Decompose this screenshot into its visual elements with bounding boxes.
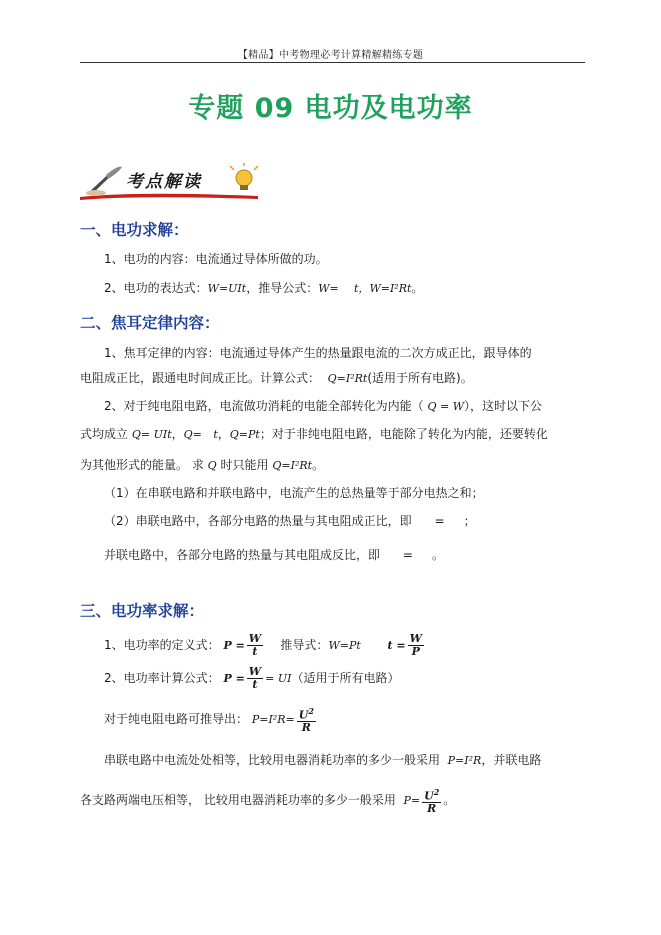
s3-l3-a: 对于纯电阻电路可推导出： (104, 712, 249, 726)
s2-p1-l2-a: 电阻成正比，跟通电时间成正比。计算公式： (80, 371, 321, 385)
page-header: 【精品】中考物理必考计算精解精练专题 (237, 50, 424, 61)
s3-l5-frac (422, 786, 441, 816)
s2-p2-l3-e: 。 (312, 458, 325, 472)
s2-p2-line2 (80, 425, 548, 444)
s2-p4-a: （2）串联电路中，各部分电路的热量与其电阻成正比，即 (104, 514, 412, 528)
s2-p2-l2-f: ， (217, 427, 230, 441)
s1-l2-d: W= (318, 282, 339, 295)
s2-p4 (104, 512, 476, 530)
s2-p2-l2-a: 式均成立 (80, 427, 129, 441)
s3-l1-a: 1、电功率的定义式： (104, 638, 220, 652)
s1-l2-a: 2、电功的表达式： (104, 281, 208, 295)
s2-p2-l3-c: 时只能用 (220, 458, 269, 472)
s2-p2-l3-d: Q=I²Rt (272, 459, 313, 472)
frac-num: W (409, 632, 422, 645)
header-divider (80, 62, 585, 63)
frac-den: R (301, 721, 311, 735)
s3-l1-d: W=Pt (328, 639, 361, 652)
s3-line5 (80, 785, 455, 816)
s2-p2-l1-a: 2、对于纯电阻电路，电流做功消耗的电能全部转化为内能（ (104, 399, 424, 413)
s3-l5-c: 。 (443, 793, 456, 807)
s2-p3: （1）在串联电路和并联电路中，电流产生的总热量等于部分电热之和； (104, 486, 484, 500)
s1-l2-g: 。 (411, 281, 424, 295)
s2-p2-line3 (80, 456, 324, 475)
frac-den: t (252, 645, 258, 658)
s2-p2-l2-d: Q= (183, 428, 202, 441)
s2-p1-line2 (80, 369, 473, 388)
s3-line2 (104, 663, 400, 694)
s2-p2-l2-c: ， (171, 427, 184, 441)
s3-l5-b: P= (403, 794, 421, 807)
frac-num: W (248, 632, 262, 645)
s2-p5-a: 并联电路中，各部分电路的热量与其电阻成反比，即 (104, 548, 381, 562)
s2-p2-l1-c: ），这时以下公 (464, 399, 543, 413)
frac-den: R (427, 802, 437, 816)
s2-p1-line1: 1、焦耳定律的内容：电流通过导体产生的热量跟电流的二次方成正比，跟导体的 (104, 346, 532, 360)
s3-l2-d: （适用于所有电路） (291, 671, 400, 685)
s3-l1-p: P = (223, 639, 245, 652)
s2-p2-line1 (104, 397, 542, 416)
banner-text: 考点解读 (126, 172, 202, 192)
s2-p2-l2-b: Q= UIt (131, 428, 172, 441)
section3-heading: 三、电功率求解： (80, 602, 205, 620)
s2-p1-l2-c: (适用于所有电路)。 (367, 371, 473, 385)
s3-l1-c: 推导式： (280, 638, 329, 652)
s3-l3-frac (297, 705, 316, 735)
page-title: 专题 09 电功及电功率 (188, 93, 473, 124)
section1-line2 (104, 279, 423, 298)
s2-p2-l2-h: ；对于非纯电阻电路，电能除了转化为内能，还要转化 (259, 427, 548, 441)
s2-p5 (104, 546, 444, 564)
s3-l1-e: t = (387, 639, 406, 652)
s3-line3 (104, 704, 318, 735)
s3-l3-b: P=I²R= (251, 713, 295, 726)
s2-p4-b: = (434, 514, 445, 528)
frac-num-sup: 2 (433, 786, 440, 797)
s2-p2-l3-b: Q (207, 459, 217, 472)
s3-l4-a: 串联电路中电流处处相等，比较用电器消耗功率的多少一般采用 (104, 753, 441, 767)
s1-l2-e: t， (354, 282, 370, 295)
frac-num (422, 786, 441, 804)
s2-p2-l1-b: Q = W (427, 400, 465, 413)
s3-l2-a: 2、电功率计算公式： (104, 671, 220, 685)
frac-num (297, 705, 316, 723)
s2-p2-l2-g: Q=Pt (229, 428, 260, 441)
s3-line4 (104, 751, 541, 770)
s3-l2-c: = UI (265, 672, 292, 685)
s3-l1-frac2 (408, 633, 424, 658)
s3-l5-a: 各支路两端电压相等， 比较用电器消耗功率的多少一般采用 (80, 793, 396, 807)
s1-l2-c: ，推导公式： (246, 281, 319, 295)
s3-line1 (104, 630, 426, 661)
s2-p4-c: ； (463, 514, 476, 528)
section2-heading: 二、焦耳定律内容： (80, 314, 220, 332)
frac-num-base: U (298, 708, 309, 722)
s2-p1-l2-b: Q=I²Rt (327, 372, 368, 385)
s3-l2-p: P = (223, 672, 245, 685)
banner-label (126, 167, 202, 192)
frac-num: W (248, 665, 262, 678)
frac-num-sup: 2 (308, 705, 314, 716)
s3-l4-c: ，并联电路 (481, 753, 542, 767)
lightbulb-icon (230, 163, 258, 190)
section1-line1: 1、电功的内容：电流通过导体所做的功。 (104, 252, 328, 266)
frac-den: P (411, 645, 420, 658)
s2-p5-b: = (402, 548, 413, 562)
s2-p5-c: 。 (432, 548, 445, 562)
s3-l1-frac1 (247, 633, 263, 658)
s1-l2-b: W=UIt (207, 282, 247, 295)
kaodian-banner (78, 163, 260, 201)
frac-den: t (252, 678, 258, 691)
frac-num-base: U (424, 789, 434, 803)
s3-l4-b: P=I²R (447, 754, 482, 767)
section1-heading: 一、电功求解： (80, 221, 189, 239)
s1-l2-f: W=I²Rt (369, 282, 412, 295)
s2-p2-l2-e: t (213, 428, 218, 441)
s2-p2-l3-a: 为其他形式的能量。 求 (80, 458, 204, 472)
quill-pen-icon (86, 167, 122, 196)
s3-l2-frac (247, 666, 263, 691)
